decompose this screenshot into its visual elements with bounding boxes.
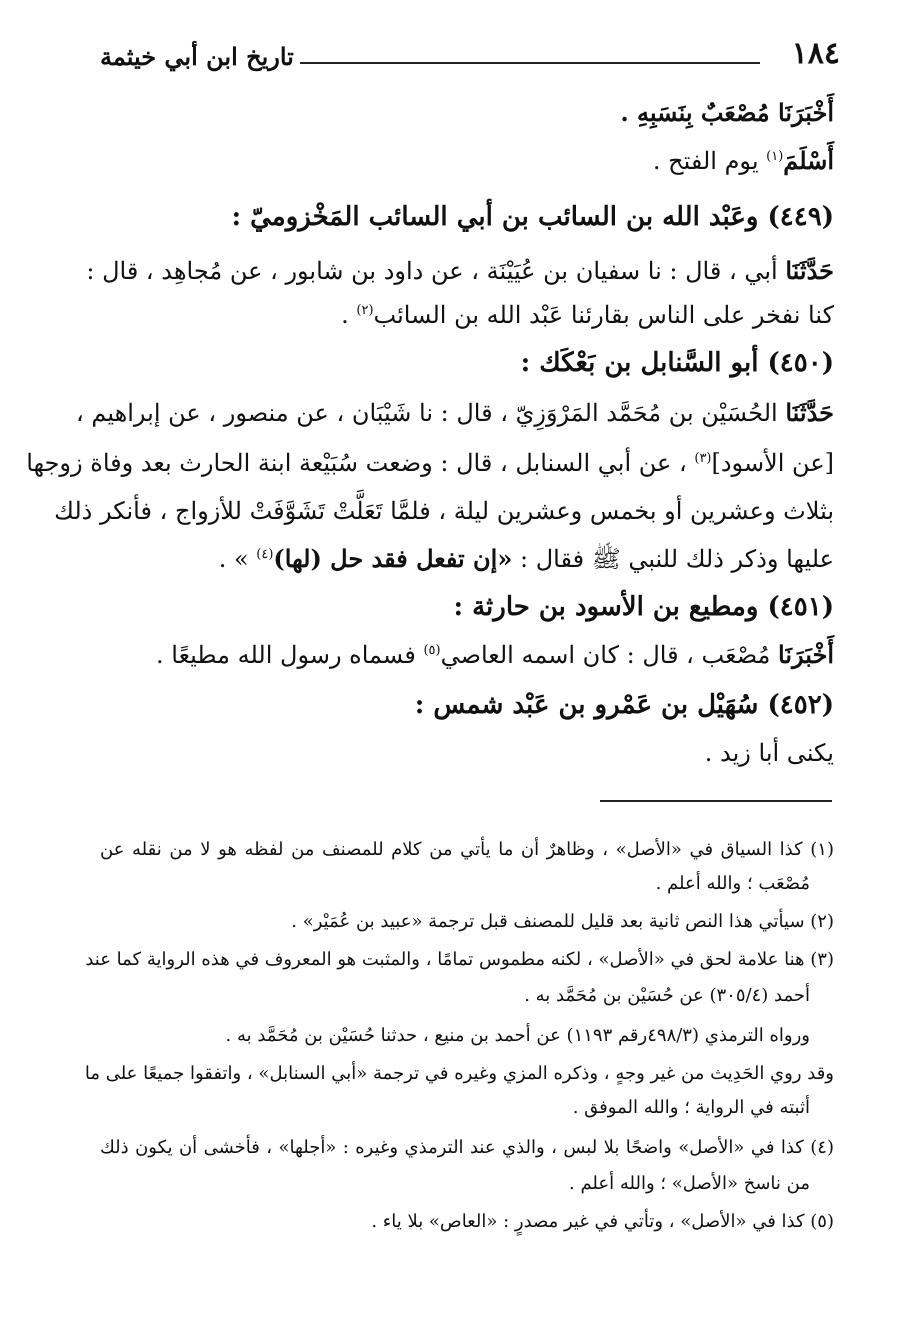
body-line-7-rest: الحُسَيْن بن مُحَمَّد المَرْوَزِيّ ، قال : نا شَيْبَان ، عن منصور ، عن إبراهيم ، xyxy=(76,399,778,427)
body-line-5-text: كنا نفخر على الناس بقارئنا عَبْد الله بن السائب xyxy=(373,301,834,329)
entry-heading-452: (٤٥٢) سُهَيْل بن عَمْرو بن عَبْد شمس : xyxy=(414,690,834,720)
footnote-ref-4: (٤) xyxy=(256,547,274,562)
word-aslama: أَسْلَمَ xyxy=(783,146,834,175)
footnote-1-line-2: مُصْعَب ؛ والله أعلم . xyxy=(655,873,810,894)
book-title: تاريخ ابن أبي خيثمة xyxy=(100,42,294,71)
body-line-7 xyxy=(76,396,834,430)
footnote-ref-3: (٣) xyxy=(694,451,712,466)
body-line-5 xyxy=(100,298,834,332)
body-line-8-text: [عن الأسود] xyxy=(711,449,834,477)
body-line-10-text: عليها وذكر ذلك للنبي ﷺ فقال : xyxy=(519,545,834,573)
body-line-2 xyxy=(100,144,834,178)
footnote-ref-5: (٥) xyxy=(423,643,441,658)
footnote-1-line-1: (١) كذا السياق في «الأصل» ، وظاهرٌ أن ما يأتي من كلام للمصنف من لفظه هو لا من نقله عن xyxy=(100,839,834,860)
footnote-rule xyxy=(600,800,832,802)
page-number: ١٨٤ xyxy=(791,36,840,71)
body-line-12-rest: فسماه رسول الله مطيعًا . xyxy=(156,641,416,669)
footnote-3-line-3: ورواه الترمذي (٤٩٨/٣رقم ١١٩٣) عن أحمد بن منيع ، حدثنا حُسَيْن بن مُحَمَّد به . xyxy=(225,1025,810,1046)
footnote-3-line-4: وقد روي الحَدِيث من غير وجهٍ ، وذكره المزي وغيره في ترجمة «أبي السنابل» ، واتفقوا جميعًا على ما xyxy=(84,1063,834,1084)
footnote-5: (٥) كذا في «الأصل» ، وتأتي في غير مصدرٍ : «العاص» بلا ياء . xyxy=(371,1211,834,1232)
body-line-12 xyxy=(100,638,834,672)
header-rule xyxy=(300,62,760,64)
footnote-3-line-2: أحمد (٣٠٥/٤) عن حُسَيْن بن مُحَمَّد به . xyxy=(524,985,810,1006)
entry-heading-450: (٤٥٠) أبو السَّنابل بن بَعْكَك : xyxy=(520,348,834,378)
isnad-lead: حَدَّثَنَا xyxy=(785,256,834,285)
body-line-2-rest: يوم الفتح . xyxy=(652,147,759,175)
isnad-lead: أَخْبَرَنَا xyxy=(778,640,834,669)
isnad-lead: حَدَّثَنَا xyxy=(785,398,834,427)
footnote-ref-2: (٢) xyxy=(356,303,374,318)
body-line-8 xyxy=(26,446,834,480)
body-line-1: أَخْبَرَنَا مُصْعَبٌ بِنَسَبِهِ . xyxy=(620,98,834,127)
body-line-14: يكنى أبا زيد . xyxy=(704,739,834,767)
entry-heading-451: (٤٥١) ومطيع بن الأسود بن حارثة : xyxy=(453,592,834,622)
body-line-4-rest: أبي ، قال : نا سفيان بن عُيَيْنَة ، عن داود بن شابور ، عن مُجاهِد ، قال : xyxy=(86,257,778,285)
footnote-4-line-1: (٤) كذا في «الأصل» واضحًا بلا لبس ، والذي عند الترمذي وغيره : «أجلها» ، فأخشى أن يكون ذلك xyxy=(100,1137,834,1158)
body-line-10-end: » . xyxy=(218,545,249,573)
footnote-3-line-1: (٣) هنا علامة لحق في «الأصل» ، لكنه مطموس تمامًا ، والمثبت هو المعروف في هذه الرواية كما عند xyxy=(85,949,834,970)
body-line-9: بثلاث وعشرين أو بخمس وعشرين ليلة ، فلمَّا تَعَلَّتْ تَشَوَّفَتْ للأزواج ، فأنكر ذلك xyxy=(54,497,834,525)
footnote-3-line-5: أثبته في الرواية ؛ والله الموفق . xyxy=(572,1097,810,1118)
footnote-2: (٢) سيأتي هذا النص ثانية بعد قليل للمصنف قبل ترجمة «عبيد بن عُمَيْر» . xyxy=(291,911,834,932)
entry-heading-449: (٤٤٩) وعَبْد الله بن السائب بن أبي السائب المَخْزوميّ : xyxy=(231,202,834,232)
body-line-5-end: . xyxy=(341,301,349,329)
hadith-quote: «إن تفعل فقد حل (لها) xyxy=(273,544,513,573)
body-line-12-text: مُصْعَب ، قال : كان اسمه العاصي xyxy=(440,641,771,669)
footnote-ref-1: (١) xyxy=(766,149,784,164)
body-line-10 xyxy=(100,542,834,576)
footnote-4-line-2: من ناسخ «الأصل» ؛ والله أعلم . xyxy=(569,1173,810,1194)
body-line-4 xyxy=(86,254,834,288)
body-line-8-rest: ، عن أبي السنابل ، قال : وضعت سُبَيْعة ابنة الحارث بعد وفاة زوجها xyxy=(26,449,687,477)
